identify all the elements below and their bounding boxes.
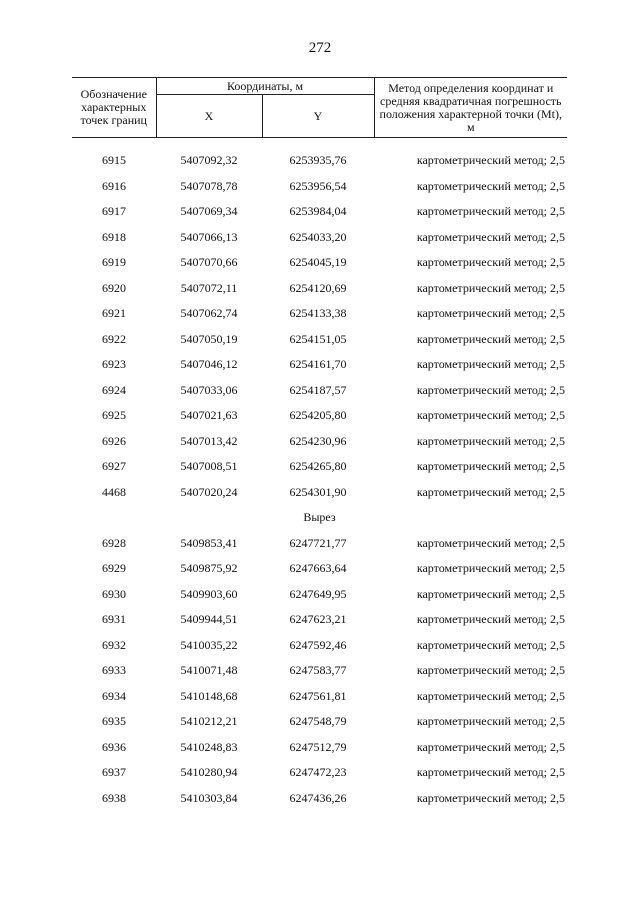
method-cell: картометрический метод; 2,5 <box>416 714 565 729</box>
x-coordinate-cell: 5407062,74 <box>180 306 238 321</box>
x-coordinate-cell: 5410148,68 <box>180 688 238 703</box>
y-coordinate-cell: 6254265,80 <box>289 459 347 474</box>
method-cell: картометрический метод; 2,5 <box>416 459 565 474</box>
header-point-label: Обозначение характерных точек границ <box>72 78 156 138</box>
x-coordinate-cell: 5407021,63 <box>180 408 238 423</box>
y-coordinate-cell: 6253935,76 <box>289 153 347 168</box>
point-cell: 6916 <box>102 178 126 193</box>
point-cell: 6920 <box>102 280 126 295</box>
point-cell: 6918 <box>102 229 126 244</box>
method-cell: картометрический метод; 2,5 <box>416 382 565 397</box>
y-coordinate-cell: 6247436,26 <box>289 790 347 805</box>
table-row <box>72 403 567 429</box>
y-coordinate-cell: 6254133,38 <box>289 306 347 321</box>
method-cell: картометрический метод; 2,5 <box>416 153 565 168</box>
method-cell: картометрический метод; 2,5 <box>416 790 565 805</box>
y-coordinate-cell: 6254230,96 <box>289 433 347 448</box>
table-row <box>72 556 567 582</box>
method-cell: картометрический метод; 2,5 <box>416 331 565 346</box>
method-cell: картометрический метод; 2,5 <box>416 229 565 244</box>
table-row <box>72 454 567 480</box>
table-header <box>72 78 567 138</box>
point-cell: 4468 <box>102 484 126 499</box>
table-row <box>72 684 567 710</box>
method-cell: картометрический метод; 2,5 <box>416 586 565 601</box>
x-coordinate-cell: 5410248,83 <box>180 739 238 754</box>
y-coordinate-cell: 6247548,79 <box>289 714 347 729</box>
y-coordinate-cell: 6247592,46 <box>289 637 347 652</box>
header-x-label: X <box>156 95 262 138</box>
point-cell: 6923 <box>102 357 126 372</box>
x-coordinate-cell: 5407092,32 <box>180 153 238 168</box>
x-coordinate-cell: 5410303,84 <box>180 790 238 805</box>
table-row <box>72 607 567 633</box>
y-coordinate-cell: 6247721,77 <box>289 535 347 550</box>
y-coordinate-cell: 6253956,54 <box>289 178 347 193</box>
table-row <box>72 352 567 378</box>
y-coordinate-cell: 6247512,79 <box>289 739 347 754</box>
point-cell: 6935 <box>102 714 126 729</box>
y-coordinate-cell: 6254161,70 <box>289 357 347 372</box>
y-coordinate-cell: 6247663,64 <box>289 561 347 576</box>
table-row <box>72 658 567 684</box>
x-coordinate-cell: 5409875,92 <box>180 561 238 576</box>
table-row <box>72 480 567 506</box>
x-coordinate-cell: 5409903,60 <box>180 586 238 601</box>
point-cell: 6919 <box>102 255 126 270</box>
y-coordinate-cell: 6247583,77 <box>289 663 347 678</box>
table-row <box>72 735 567 761</box>
method-cell: картометрический метод; 2,5 <box>416 561 565 576</box>
method-cell: картометрический метод; 2,5 <box>416 484 565 499</box>
table-row <box>72 760 567 786</box>
section-title: Вырез <box>303 510 336 525</box>
y-coordinate-cell: 6254120,69 <box>289 280 347 295</box>
x-coordinate-cell: 5407050,19 <box>180 331 238 346</box>
method-cell: картометрический метод; 2,5 <box>416 637 565 652</box>
table-row <box>72 199 567 225</box>
y-coordinate-cell: 6253984,04 <box>289 204 347 219</box>
y-coordinate-cell: 6254045,19 <box>289 255 347 270</box>
x-coordinate-cell: 5407033,06 <box>180 382 238 397</box>
method-cell: картометрический метод; 2,5 <box>416 663 565 678</box>
table-row <box>72 531 567 557</box>
x-coordinate-cell: 5407069,34 <box>180 204 238 219</box>
y-coordinate-cell: 6247623,21 <box>289 612 347 627</box>
header-coordinates-label: Координаты, м <box>156 78 374 95</box>
header-method-label: Метод определения координат и средняя квадратичная погрешность положения характерной точки (Mt), м <box>374 78 567 138</box>
x-coordinate-cell: 5407078,78 <box>180 178 238 193</box>
header-y-label: Y <box>262 95 374 138</box>
y-coordinate-cell: 6254151,05 <box>289 331 347 346</box>
point-cell: 6915 <box>102 153 126 168</box>
point-cell: 6926 <box>102 433 126 448</box>
point-cell: 6925 <box>102 408 126 423</box>
point-cell: 6921 <box>102 306 126 321</box>
point-cell: 6922 <box>102 331 126 346</box>
table-row <box>72 378 567 404</box>
y-coordinate-cell: 6247649,95 <box>289 586 347 601</box>
x-coordinate-cell: 5407070,66 <box>180 255 238 270</box>
x-coordinate-cell: 5407013,42 <box>180 433 238 448</box>
table-row <box>72 633 567 659</box>
y-coordinate-cell: 6254187,57 <box>289 382 347 397</box>
x-coordinate-cell: 5407008,51 <box>180 459 238 474</box>
x-coordinate-cell: 5407066,13 <box>180 229 238 244</box>
method-cell: картометрический метод; 2,5 <box>416 408 565 423</box>
table-row <box>72 786 567 812</box>
y-coordinate-cell: 6254033,20 <box>289 229 347 244</box>
point-cell: 6934 <box>102 688 126 703</box>
method-cell: картометрический метод; 2,5 <box>416 433 565 448</box>
point-cell: 6933 <box>102 663 126 678</box>
y-coordinate-cell: 6247561,81 <box>289 688 347 703</box>
table-row <box>72 582 567 608</box>
method-cell: картометрический метод; 2,5 <box>416 204 565 219</box>
x-coordinate-cell: 5410071,48 <box>180 663 238 678</box>
x-coordinate-cell: 5407046,12 <box>180 357 238 372</box>
point-cell: 6931 <box>102 612 126 627</box>
x-coordinate-cell: 5407072,11 <box>180 280 238 295</box>
point-cell: 6928 <box>102 535 126 550</box>
method-cell: картометрический метод; 2,5 <box>416 612 565 627</box>
table-row <box>72 276 567 302</box>
method-cell: картометрический метод; 2,5 <box>416 739 565 754</box>
table-row <box>72 429 567 455</box>
point-cell: 6938 <box>102 790 126 805</box>
x-coordinate-cell: 5410280,94 <box>180 765 238 780</box>
method-cell: картометрический метод; 2,5 <box>416 765 565 780</box>
method-cell: картометрический метод; 2,5 <box>416 357 565 372</box>
point-cell: 6927 <box>102 459 126 474</box>
x-coordinate-cell: 5409944,51 <box>180 612 238 627</box>
x-coordinate-cell: 5407020,24 <box>180 484 238 499</box>
point-cell: 6932 <box>102 637 126 652</box>
table-row <box>72 174 567 200</box>
table-row <box>72 148 567 174</box>
y-coordinate-cell: 6247472,23 <box>289 765 347 780</box>
point-cell: 6930 <box>102 586 126 601</box>
point-cell: 6936 <box>102 739 126 754</box>
table-row <box>72 250 567 276</box>
point-cell: 6937 <box>102 765 126 780</box>
y-coordinate-cell: 6254301,90 <box>289 484 347 499</box>
point-cell: 6929 <box>102 561 126 576</box>
section-row <box>72 505 567 531</box>
x-coordinate-cell: 5410212,21 <box>180 714 238 729</box>
table-body <box>72 138 567 812</box>
table-row <box>72 301 567 327</box>
method-cell: картометрический метод; 2,5 <box>416 178 565 193</box>
x-coordinate-cell: 5409853,41 <box>180 535 238 550</box>
x-coordinate-cell: 5410035,22 <box>180 637 238 652</box>
table-row <box>72 709 567 735</box>
table-row <box>72 327 567 353</box>
method-cell: картометрический метод; 2,5 <box>416 688 565 703</box>
coordinates-table <box>72 77 567 811</box>
page-number: 272 <box>308 40 332 56</box>
table-row <box>72 225 567 251</box>
y-coordinate-cell: 6254205,80 <box>289 408 347 423</box>
method-cell: картометрический метод; 2,5 <box>416 535 565 550</box>
method-cell: картометрический метод; 2,5 <box>416 280 565 295</box>
method-cell: картометрический метод; 2,5 <box>416 255 565 270</box>
point-cell: 6917 <box>102 204 126 219</box>
point-cell: 6924 <box>102 382 126 397</box>
method-cell: картометрический метод; 2,5 <box>416 306 565 321</box>
